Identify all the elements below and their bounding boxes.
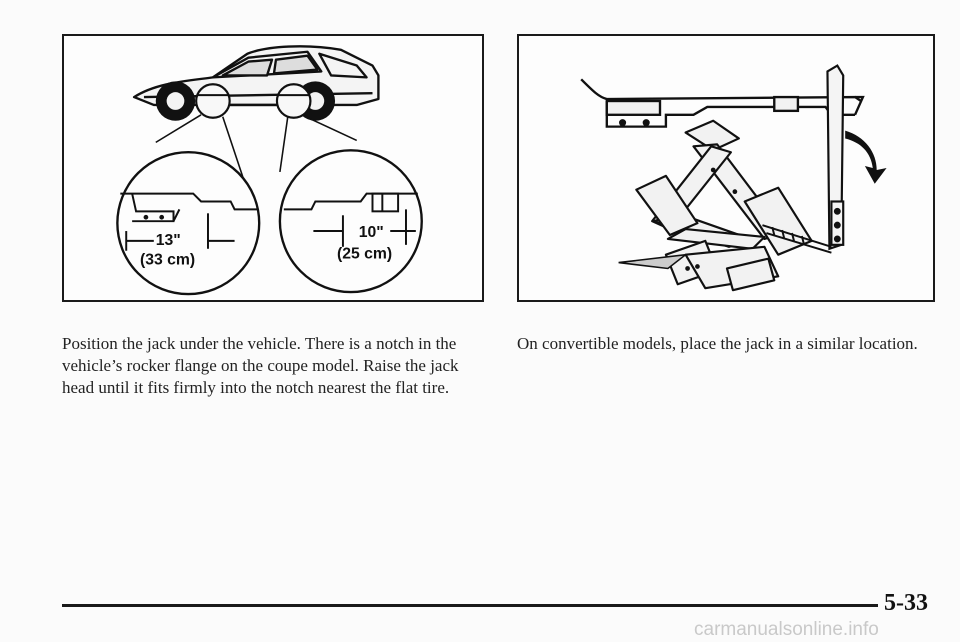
rear-dimension-metric: (25 cm) (337, 245, 393, 263)
instruction-text-convertible: On convertible models, place the jack in a similar location. (517, 334, 918, 353)
rocker-panel (581, 79, 863, 126)
front-dimension-inches: 13" (155, 231, 181, 249)
jack-location-figure (62, 34, 484, 302)
front-jack-point-marker (196, 84, 229, 117)
wheel-wrench-handle (827, 66, 843, 249)
rear-jack-point-marker (277, 84, 310, 117)
jack-placement-figure (517, 34, 935, 302)
front-wheel (156, 81, 195, 120)
front-dimension-metric: (33 cm) (140, 251, 196, 269)
front-notch-detail (117, 152, 259, 294)
rear-dimension-inches: 10" (358, 223, 384, 241)
turn-direction-arrow-icon (845, 131, 886, 184)
footer-rule (62, 604, 878, 607)
scissor-jack-illustration (519, 36, 933, 300)
instruction-text-coupe: Position the jack under the vehicle. There is a notch in the vehicle’s rocker flange on the coupe model. Raise the jack head until it fits firmly into the notch nearest the flat tire. (62, 334, 459, 397)
car-jacking-points-illustration (64, 36, 482, 300)
rear-notch-detail (280, 150, 422, 292)
page-number: 5-33 (884, 590, 928, 616)
watermark: carmanualsonline.info (694, 619, 879, 640)
